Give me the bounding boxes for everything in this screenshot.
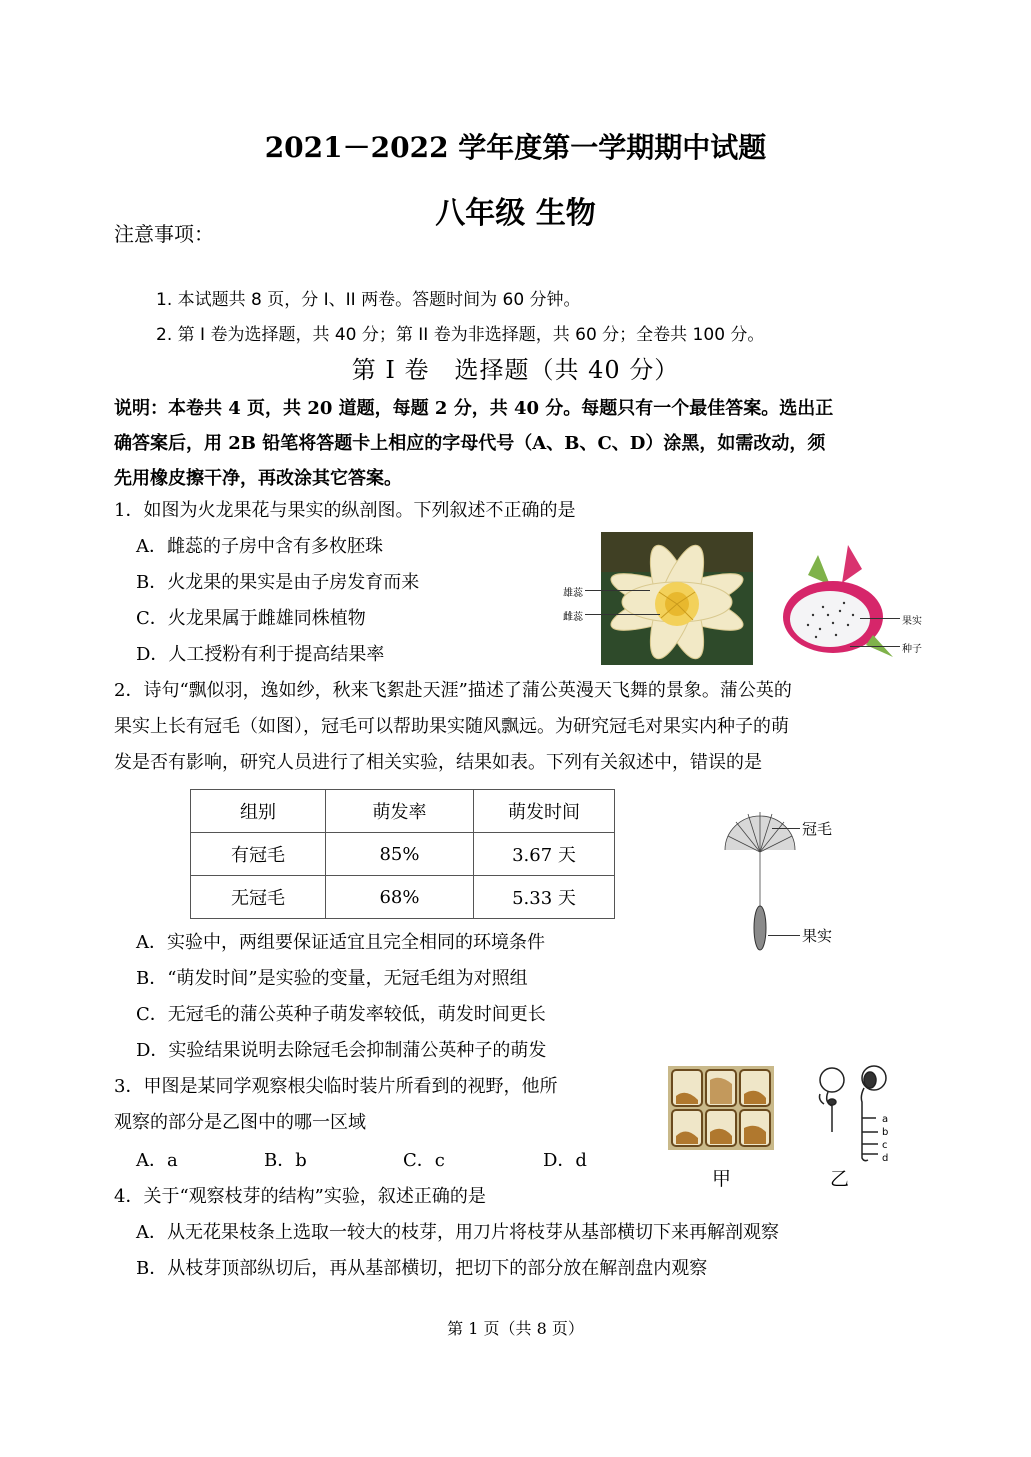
zone-c-label: c	[882, 1140, 888, 1151]
table-row	[191, 833, 615, 876]
table-cell: 5.33 天	[474, 876, 615, 919]
table-cell: 85%	[326, 833, 474, 876]
root-cells-image	[668, 1066, 774, 1150]
zone-a-label: a	[882, 1114, 889, 1125]
q1-option-a: A．雌蕊的子房中含有多枚胚珠	[136, 536, 383, 557]
notice-item: 2. 第 I 卷为选择题，共 40 分；第 II 卷为非选择题，共 60 分；全卷共 100 分。	[156, 325, 765, 345]
question-2-stem: 果实上长有冠毛（如图），冠毛可以帮助果实随风飘远。为研究冠毛对果实内种子的萌	[114, 716, 789, 737]
q3-option-b: B．b	[264, 1150, 307, 1171]
question-3-stem: 3．甲图是某同学观察根尖临时装片所看到的视野，他所	[114, 1076, 558, 1097]
section-title: 第 I 卷 选择题（共 40 分）	[351, 356, 680, 384]
zone-d-label: d	[882, 1153, 889, 1164]
table-header: 萌发率	[326, 790, 474, 833]
page-footer: 第 1 页（共 8 页）	[447, 1319, 584, 1338]
q3-option-a: A．a	[136, 1150, 178, 1171]
table-row	[191, 876, 615, 919]
table-header: 组别	[191, 790, 326, 833]
question-2-stem: 发是否有影响，研究人员进行了相关实验，结果如表。下列有关叙述中，错误的是	[114, 752, 762, 773]
q4-option-a: A．从无花果枝条上选取一较大的枝芽，用刀片将枝芽从基部横切下来再解剖观察	[136, 1222, 779, 1243]
q4-option-b: B．从枝芽顶部纵切后，再从基部横切，把切下的部分放在解剖盘内观察	[136, 1258, 708, 1279]
question-1-stem: 1．如图为火龙果花与果实的纵剖图。下列叙述不正确的是	[114, 500, 576, 521]
seed-label: 种子	[902, 644, 922, 655]
instruction-line: 先用橡皮擦干净，再改涂其它答案。	[114, 468, 402, 489]
q3-option-c: C．c	[403, 1150, 445, 1171]
dragonfruit-flower-image	[601, 532, 753, 665]
table-cell: 有冠毛	[191, 833, 326, 876]
table-header-row	[191, 790, 615, 833]
table-cell: 68%	[326, 876, 474, 919]
fruit-label: 果实	[902, 616, 922, 627]
q1-option-c: C．火龙果属于雌雄同株植物	[136, 608, 366, 629]
q1-option-b: B．火龙果的果实是由子房发育而来	[136, 572, 420, 593]
zone-b-label: b	[882, 1127, 889, 1138]
exam-subtitle: 八年级 生物	[435, 196, 596, 231]
question-2-stem: 2．诗句“飘似羽，逸如纱，秋来飞絮赴天涯”描述了蒲公英漫天飞舞的景象。蒲公英的	[114, 680, 792, 701]
q2-option-b: B．“萌发时间”是实验的变量，无冠毛组为对照组	[136, 968, 528, 989]
question-3-stem: 观察的部分是乙图中的哪一区域	[114, 1112, 366, 1133]
pistil-label: 雌蕊	[563, 612, 583, 623]
q2-option-c: C．无冠毛的蒲公英种子萌发率较低，萌发时间更长	[136, 1004, 546, 1025]
notice-item: 1. 本试题共 8 页，分 I、II 两卷。答题时间为 60 分钟。	[156, 290, 581, 310]
fruit-label: 果实	[802, 927, 833, 945]
stamen-label: 雄蕊	[563, 588, 583, 599]
table-cell: 无冠毛	[191, 876, 326, 919]
instruction-line: 说明：本卷共 4 页，共 20 道题，每题 2 分，共 40 分。每题只有一个最佳答案。选出正	[114, 398, 834, 419]
q1-option-d: D．人工授粉有利于提高结果率	[136, 644, 385, 665]
pappus-label: 冠毛	[802, 820, 833, 838]
figure-jia-label: 甲	[712, 1168, 732, 1190]
q2-option-a: A．实验中，两组要保证适宜且完全相同的环境条件	[136, 932, 545, 953]
experiment-table	[190, 789, 615, 919]
q3-option-d: D．d	[543, 1150, 587, 1171]
table-cell: 3.67 天	[474, 833, 615, 876]
notice-heading: 注意事项：	[114, 222, 214, 246]
question-4-stem: 4．关于“观察枝芽的结构”实验，叙述正确的是	[114, 1186, 486, 1207]
exam-title: 2021－2022 学年度第一学期期中试题	[264, 131, 767, 164]
table-header: 萌发时间	[474, 790, 615, 833]
instruction-line: 确答案后，用 2B 铅笔将答题卡上相应的字母代号（A、B、C、D）涂黑，如需改动，须	[114, 433, 826, 454]
q2-option-d: D．实验结果说明去除冠毛会抑制蒲公英种子的萌发	[136, 1040, 547, 1061]
dragonfruit-fruit-image	[778, 545, 898, 660]
figure-yi-label: 乙	[830, 1168, 850, 1190]
